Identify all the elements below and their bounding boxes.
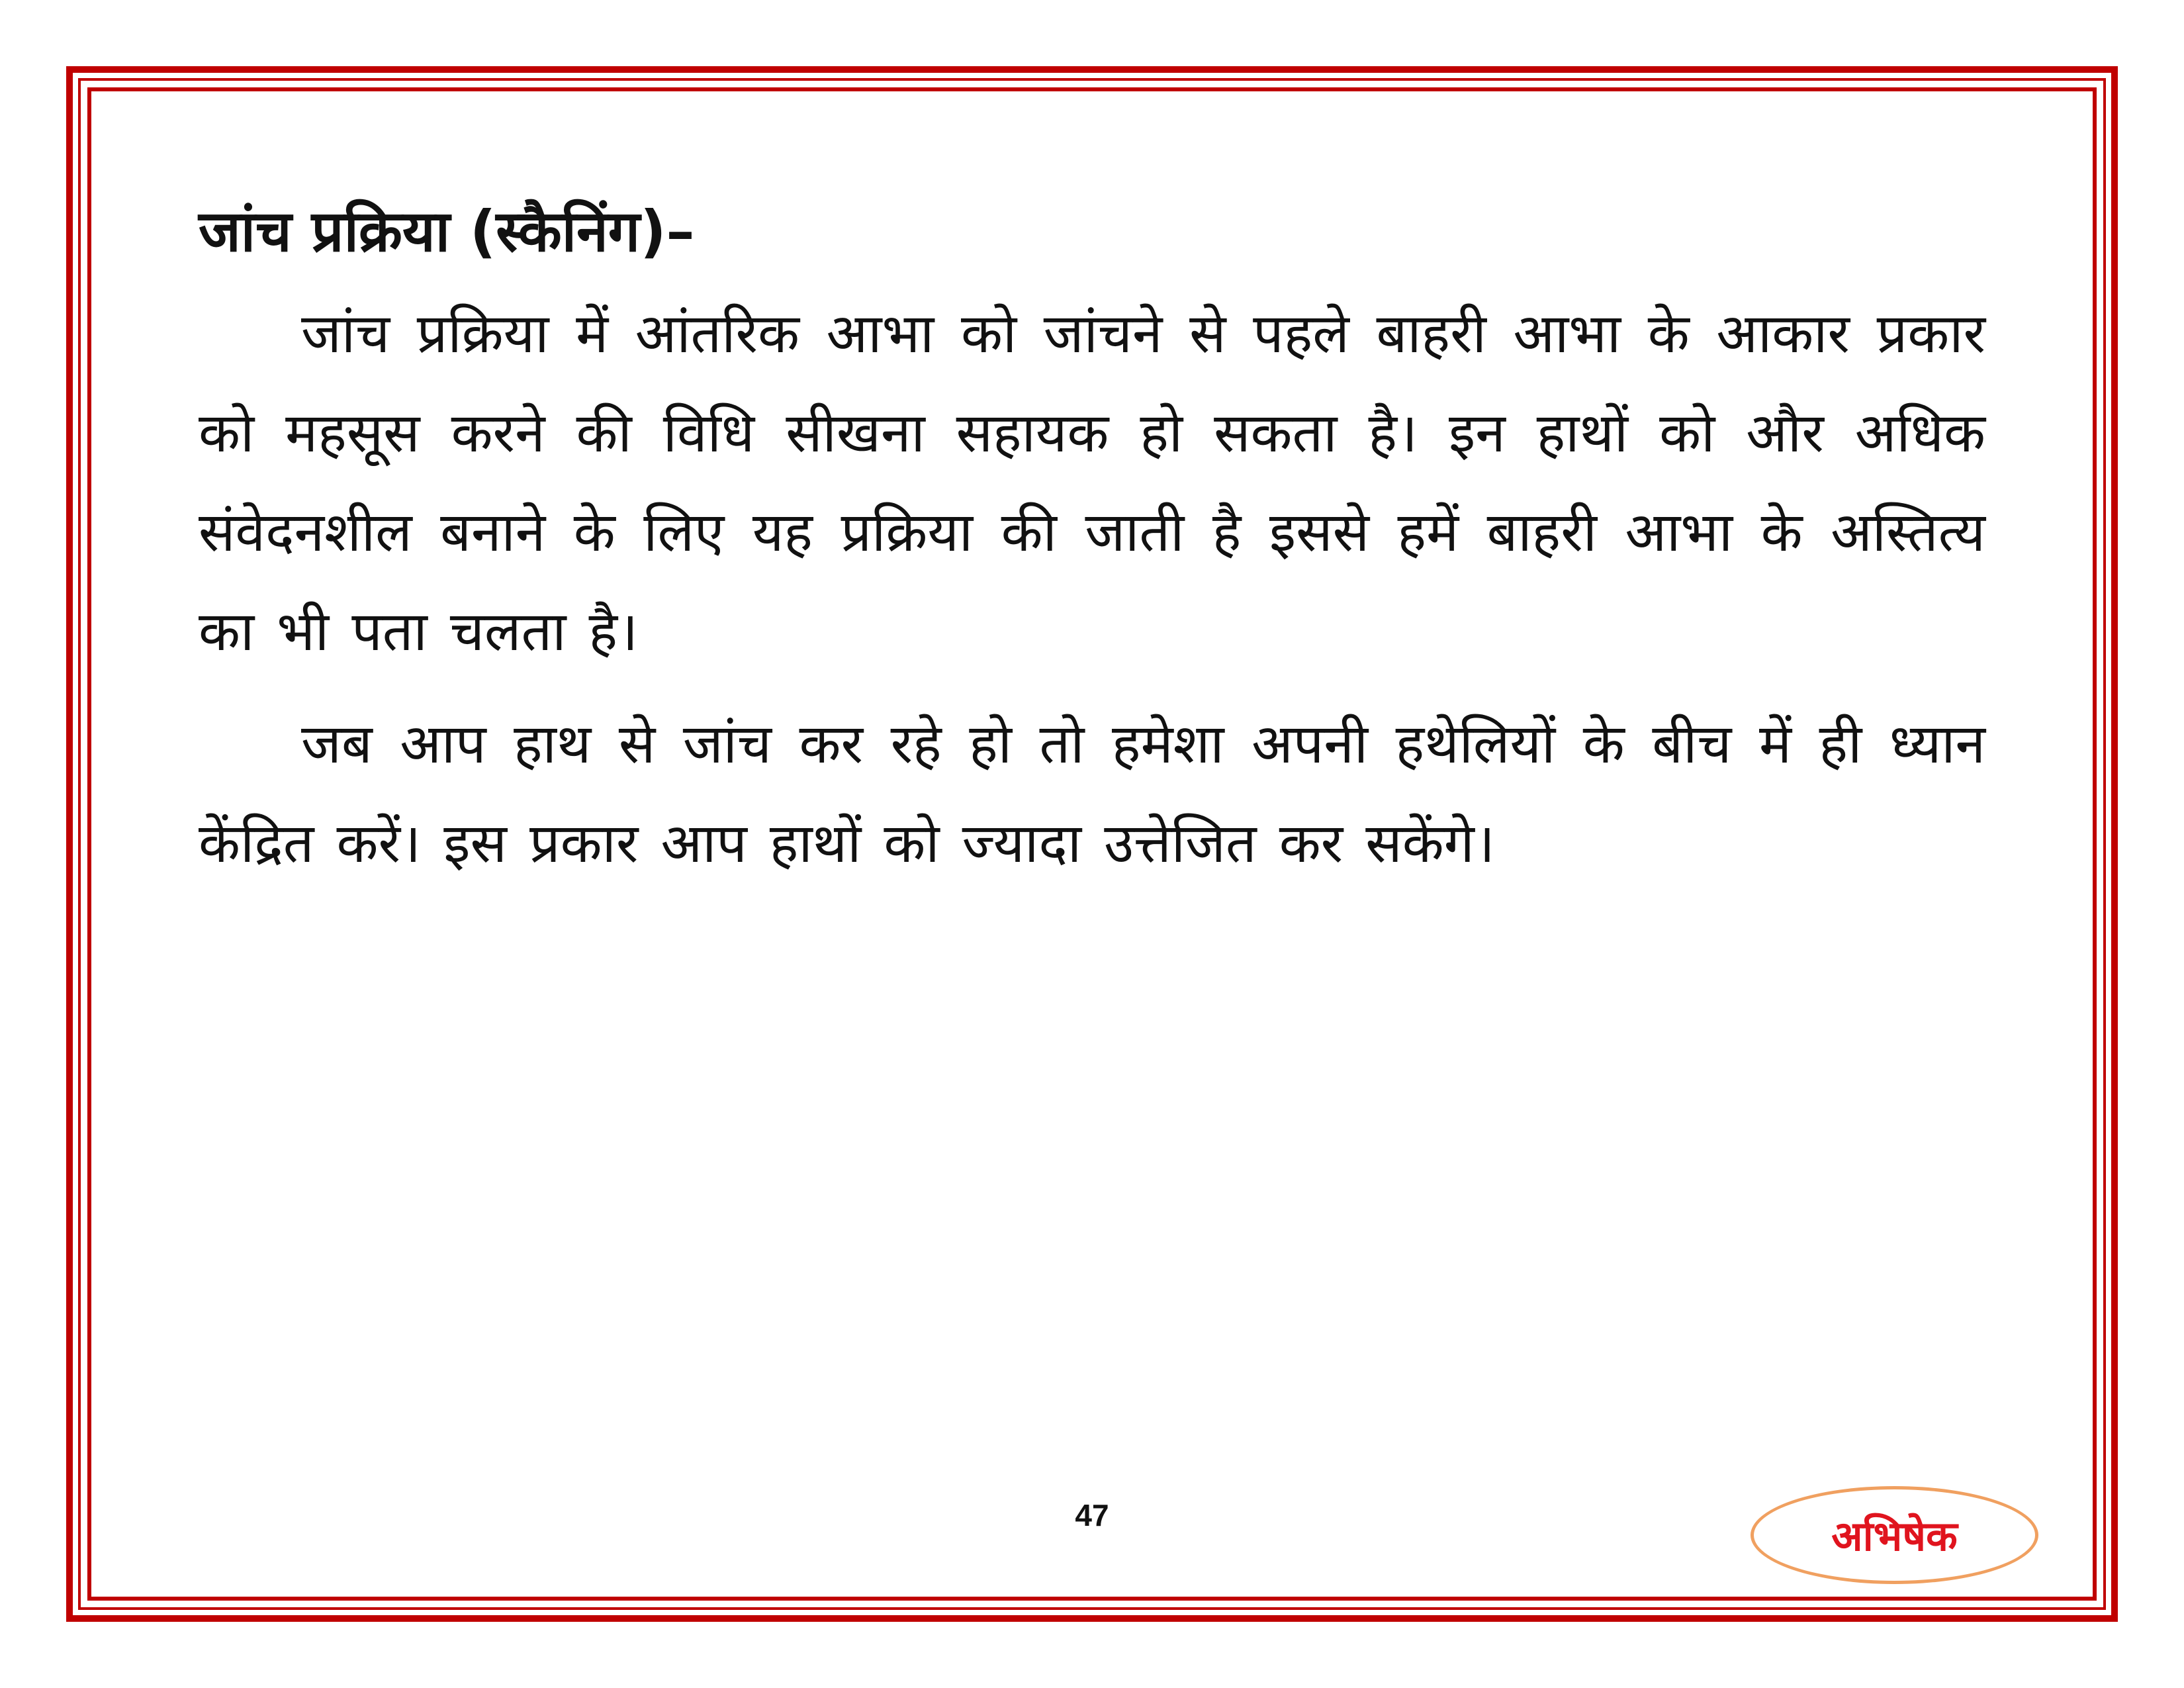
author-stamp <box>1751 1486 2038 1584</box>
page-number: 47 <box>1075 1498 1109 1532</box>
section-heading: जांच प्रक्रिया (स्कैनिंग)– <box>199 199 695 265</box>
author-stamp-text: अभिषेक <box>1831 1512 1958 1560</box>
paragraph-2: जब आप हाथ से जांच कर रहे हो तो हमेशा अपनी हथेलियों के बीच में ही ध्यान केंद्रित करें। इस प्रकार आप हाथों को ज्यादा उत्तेजित कर सकेंगे। <box>199 713 1985 875</box>
paragraph-1: जांच प्रक्रिया में आंतरिक आभा को जांचने से पहले बाहरी आभा के आकार प्रकार को महसूस करने की विधि सीखना सहायक हो सकता है। इन हाथों को और अधिक संवेदनशील बनाने के लिए यह प्रक्रिया की जाती है इससे हमें बाहरी आभा के अस्तित्य का भी पता चलता है। <box>199 303 1985 663</box>
page-content <box>199 192 1985 907</box>
